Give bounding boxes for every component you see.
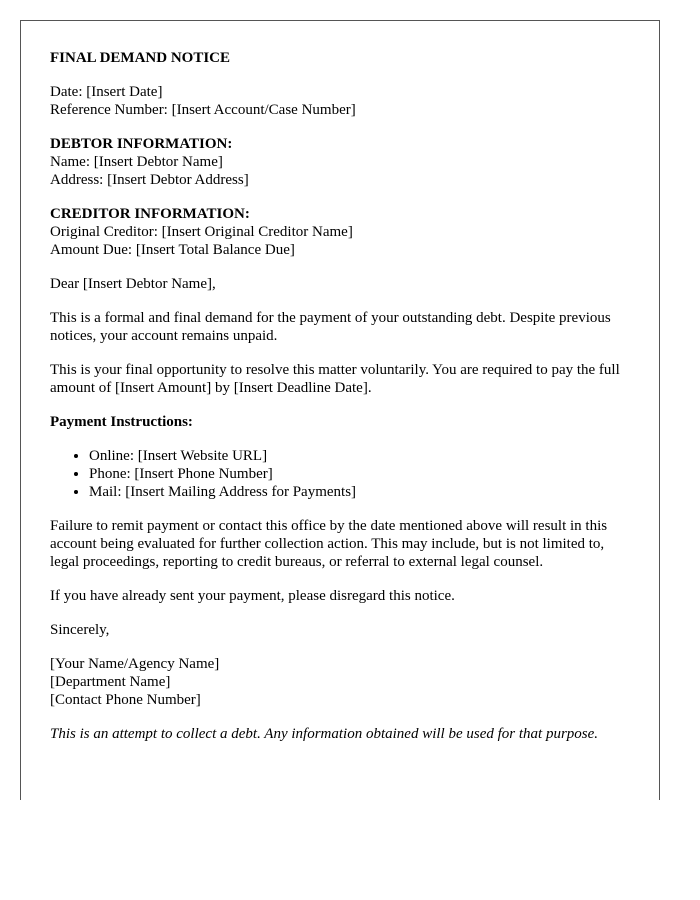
debt-collection-disclaimer: This is an attempt to collect a debt. Any information obtained will be used for that purpose.	[50, 726, 599, 742]
notice-title: FINAL DEMAND NOTICE	[50, 50, 231, 66]
signature-phone: [Contact Phone Number]	[50, 692, 201, 708]
signature-department: [Department Name]	[50, 674, 171, 690]
notice-date: Date: [Insert Date]	[50, 84, 163, 100]
salutation: Dear [Insert Debtor Name],	[50, 276, 216, 292]
signature-name: [Your Name/Agency Name]	[50, 656, 220, 672]
closing: Sincerely,	[50, 622, 110, 638]
payment-item-mail: • Mail: [Insert Mailing Address for Payments]	[89, 483, 636, 501]
signature-block	[50, 655, 636, 709]
reference-number: Reference Number: [Insert Account/Case Number]	[50, 102, 356, 118]
document-page	[20, 20, 660, 800]
payment-item-phone: • Phone: [Insert Phone Number]	[89, 465, 636, 483]
payment-instructions-list	[50, 447, 636, 501]
debtor-name: Name: [Insert Debtor Name]	[50, 154, 223, 170]
creditor-heading: CREDITOR INFORMATION:	[50, 206, 250, 222]
debtor-address: Address: [Insert Debtor Address]	[50, 172, 249, 188]
payment-instructions-heading: Payment Instructions:	[50, 414, 193, 430]
debtor-information	[50, 135, 636, 189]
notice-meta	[50, 83, 636, 119]
payment-item-online: • Online: [Insert Website URL]	[89, 447, 636, 465]
paragraph-consequences: Failure to remit payment or contact this office by the date mentioned above will result in this account being evaluated for further collection action. This may include, but is not limited to, legal proceedings, reporting to credit bureaus, or referral to external legal counsel.	[50, 518, 608, 570]
paragraph-final-opportunity: This is your final opportunity to resolve this matter voluntarily. You are required to pay the full amount of [Insert Amount] by [Insert Deadline Date].	[50, 362, 620, 396]
creditor-information	[50, 205, 636, 259]
original-creditor: Original Creditor: [Insert Original Creditor Name]	[50, 224, 353, 240]
debtor-heading: DEBTOR INFORMATION:	[50, 136, 233, 152]
amount-due: Amount Due: [Insert Total Balance Due]	[50, 242, 295, 258]
paragraph-demand: This is a formal and final demand for the payment of your outstanding debt. Despite previous notices, your account remains unpaid.	[50, 310, 611, 344]
paragraph-disregard: If you have already sent your payment, please disregard this notice.	[50, 588, 455, 604]
letter-content	[50, 49, 636, 743]
